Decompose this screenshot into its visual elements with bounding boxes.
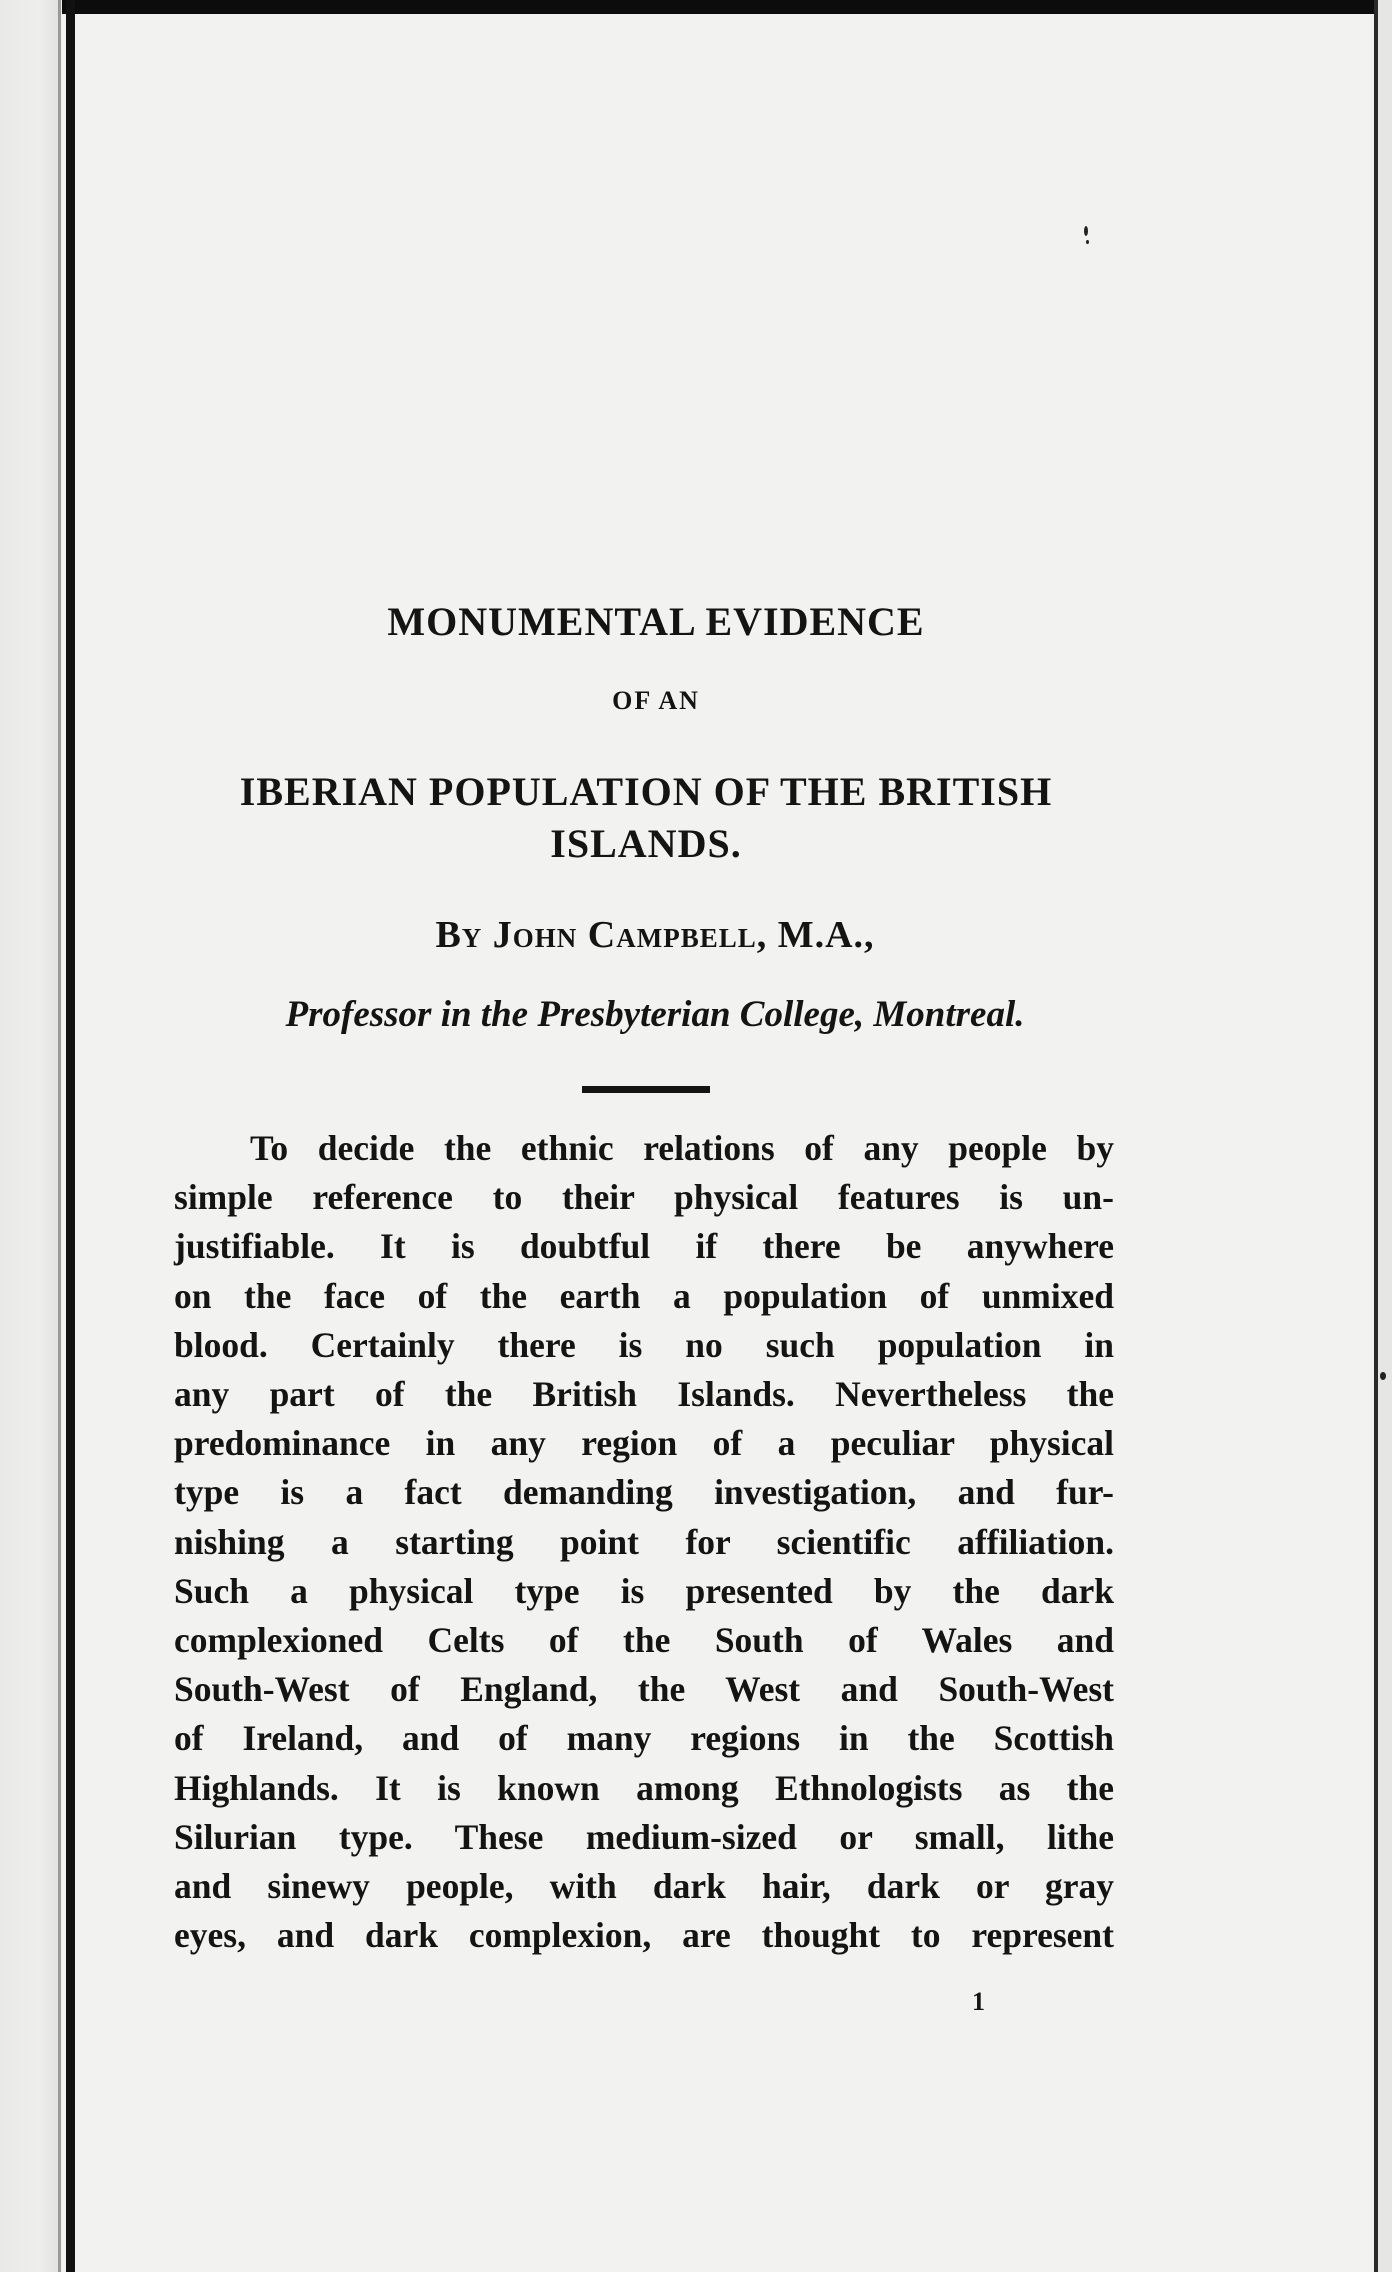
scan-spine-line [66,0,75,2272]
page-number: 1 [972,1987,985,2016]
scan-spine-shadow [58,0,61,2272]
body-line: Highlands. It is known among Ethnologists as the [174,1767,1114,1808]
body-line: eyes, and dark complexion, are thought to represent [174,1915,1114,1956]
body-line: on the face of the earth a population of unmixed [174,1275,1114,1316]
body-line: of Ireland, and of many regions in the Scottish [174,1718,1114,1759]
title-connector: OF AN [612,686,700,715]
author-byline: By John Campbell, M.A., [435,914,875,956]
scan-speck [1084,226,1088,236]
section-rule [582,1086,710,1093]
body-line: predominance in any region of a peculiar physical [174,1423,1114,1464]
body-line: nishing a starting point for scientific affiliation. [174,1521,1114,1562]
body-line: Silurian type. These medium-sized or small, lithe [174,1816,1114,1857]
body-line: South-West of England, the West and South-West [174,1669,1114,1710]
scan-speck [1380,1372,1386,1380]
body-line: To decide the ethnic relations of any people by [250,1128,1114,1168]
scan-right-line [1374,0,1378,2272]
body-line: and sinewy people, with dark hair, dark or gray [174,1866,1114,1907]
title-line-2: IBERIAN POPULATION OF THE BRITISH ISLANDS. [239,769,1053,866]
body-line: Such a physical type is presented by the dark [174,1570,1114,1611]
scan-speck [1086,240,1089,244]
body-line: blood. Certainly there is no such population in [174,1324,1114,1365]
body-line: complexioned Celts of the South of Wales and [174,1620,1114,1661]
body-line: justifiable. It is doubtful if there be anywhere [174,1226,1114,1267]
title-line-1: MONUMENTAL EVIDENCE [387,599,925,644]
body-paragraph [174,1124,1114,1960]
body-line: any part of the British Islands. Nevertheless the [174,1374,1114,1415]
author-affiliation: Professor in the Presbyterian College, Montreal. [285,994,1025,1035]
body-line: simple reference to their physical features is un- [174,1177,1114,1218]
scan-left-margin [0,0,62,2272]
scan-top-border [0,0,1392,14]
body-line: type is a fact demanding investigation, and fur- [174,1472,1114,1513]
